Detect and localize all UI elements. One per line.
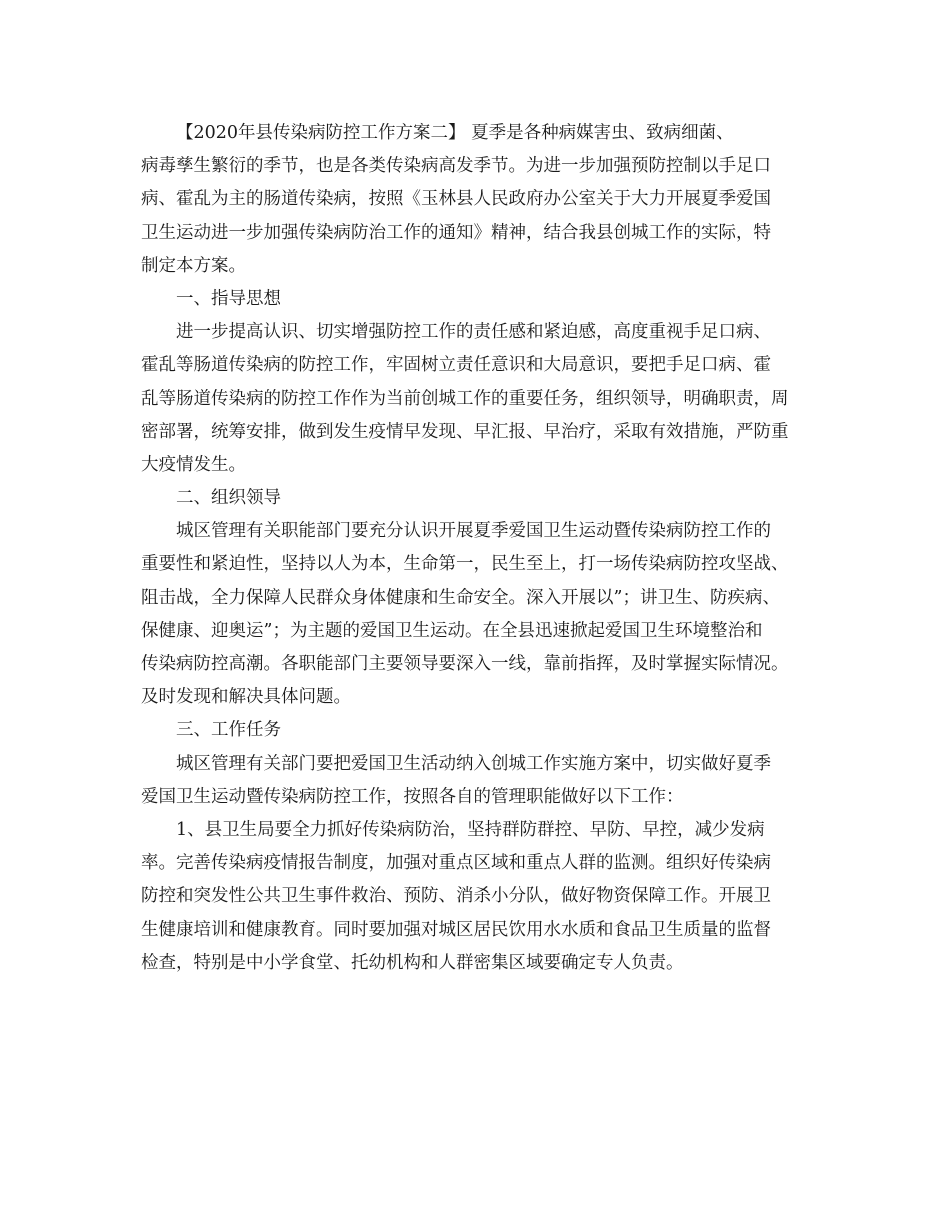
text-line: 制定本方案。 <box>141 255 246 276</box>
text-line: 阻击战，全力保障人民群众身体健康和生命安全。深入开展以”；讲卫生、防疾病、 <box>141 587 780 608</box>
text-line: 防控和突发性公共卫生事件救治、预防、消杀小分队，做好物资保障工作。开展卫 <box>141 886 771 907</box>
text-line: 城区管理有关部门要把爱国卫生活动纳入创城工作实施方案中，切实做好夏季 <box>176 753 771 774</box>
text-line: 城区管理有关职能部门要充分认识开展夏季爱国卫生运动暨传染病防控工作的 <box>176 521 771 542</box>
text-line: 霍乱等肠道传染病的防控工作，牢固树立责任意识和大局意识，要把手足口病、霍 <box>141 355 771 376</box>
text-line: 重要性和紧迫性，坚持以人为本，生命第一，民生至上，打一场传染病防控攻坚战、 <box>141 554 789 575</box>
text-line: 乱等肠道传染病的防控工作作为当前创城工作的重要任务，组织领导，明确职责，周 <box>141 388 789 409</box>
text-line: 【2020年县传染病防控工作方案二】 夏季是各种病媒害虫、致病细菌、 <box>176 123 734 143</box>
text-line: 一、指导思想 <box>176 288 281 309</box>
document-body <box>141 117 831 980</box>
text-line: 及时发现和解决具体问题。 <box>141 687 351 708</box>
text-line: 二、组织领导 <box>176 488 281 509</box>
text-line: 病、霍乱为主的肠道传染病，按照《玉林县人民政府办公室关于大力开展夏季爱国 <box>141 189 771 210</box>
text-line: 检查，特别是中小学食堂、托幼机构和人群密集区域要确定专人负责。 <box>141 952 684 973</box>
text-line: 生健康培训和健康教育。同时要加强对城区居民饮用水水质和食品卫生质量的监督 <box>141 919 771 940</box>
text-line: 密部署，统筹安排，做到发生疫情早发现、早汇报、早治疗，采取有效措施，严防重 <box>141 421 789 442</box>
text-line: 大疫情发生。 <box>141 454 246 475</box>
text-line: 率。完善传染病疫情报告制度，加强对重点区域和重点人群的监测。组织好传染病 <box>141 853 771 874</box>
text-line: 爱国卫生运动暨传染病防控工作，按照各自的管理职能做好以下工作： <box>141 786 684 807</box>
text-line: 病毒孳生繁衍的季节，也是各类传染病高发季节。为进一步加强预防控制以手足口 <box>141 156 771 177</box>
text-line: 卫生运动进一步加强传染病防治工作的通知》精神，结合我县创城工作的实际，特 <box>141 222 771 243</box>
text-line: 1、县卫生局要全力抓好传染病防治，坚持群防群控、早防、早控，减少发病 <box>176 819 765 840</box>
text-line: 三、工作任务 <box>176 720 281 741</box>
text-line: 传染病防控高潮。各职能部门主要领导要深入一线，靠前指挥，及时掌握实际情况。 <box>141 654 789 674</box>
text-line: 保健康、迎奥运”；为主题的爱国卫生运动。在全县迅速掀起爱国卫生环境整治和 <box>141 620 763 641</box>
text-line: 进一步提高认识、切实增强防控工作的责任感和紧迫感，高度重视手足口病、 <box>176 322 771 343</box>
